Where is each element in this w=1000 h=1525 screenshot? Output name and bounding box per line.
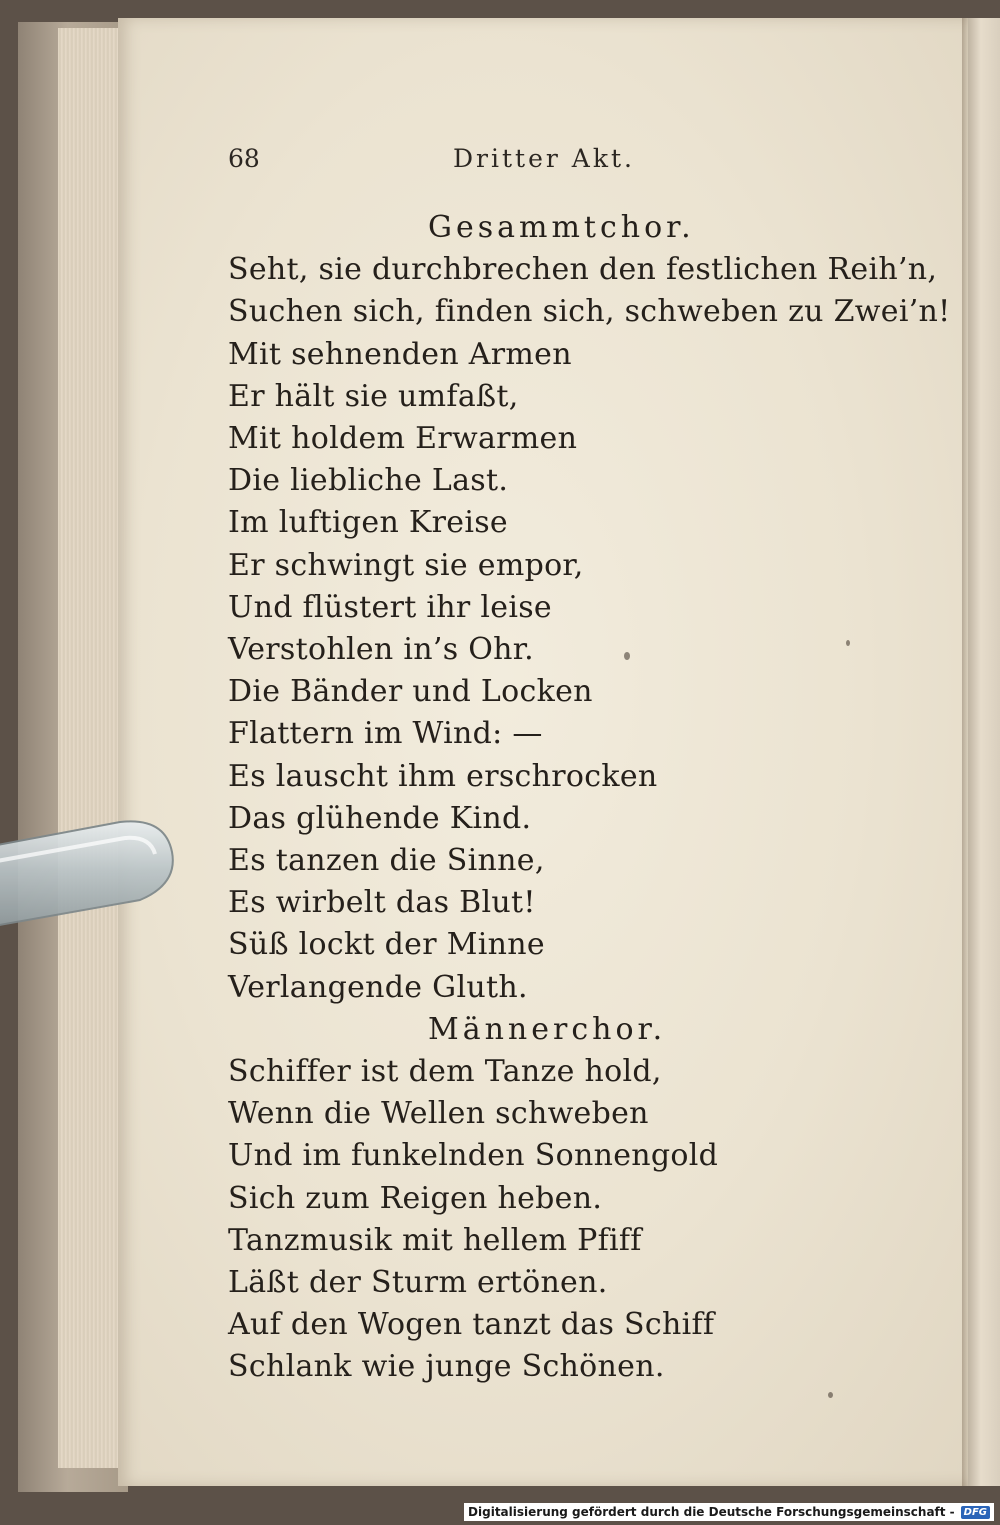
running-title: Dritter Akt. — [453, 144, 635, 173]
verse-line: Tanzmusik mit hellem Pfiff — [228, 1222, 642, 1258]
verse-line: Die Bänder und Locken — [228, 674, 593, 710]
verse-line: Und im funkelnden Sonnengold — [228, 1138, 719, 1174]
verse-line: Mit holdem Erwarmen — [228, 421, 578, 456]
verse-line: Sich zum Reigen heben. — [228, 1180, 603, 1216]
ink-speck — [624, 652, 630, 660]
verse-line: Er schwingt sie empor, — [228, 547, 584, 583]
verse-line: Verlangende Gluth. — [228, 969, 528, 1005]
verse-line: Süß lockt der Minne — [228, 927, 545, 963]
verse-line: Suchen sich, finden sich, schweben zu Zwei’n! — [228, 294, 951, 330]
verse-line: Seht, sie durchbrechen den festlichen Reih’n, — [228, 252, 938, 288]
speaker-heading: Gesammtchor. — [428, 210, 695, 245]
verse-line: Flattern im Wind: — — [228, 716, 543, 752]
verse-line: Läßt der Sturm ertönen. — [228, 1265, 608, 1300]
verse-line: Die liebliche Last. — [228, 463, 509, 499]
speaker-heading: Männerchor. — [428, 1011, 667, 1047]
verse-line: Im luftigen Kreise — [228, 505, 508, 541]
page-number: 68 — [228, 144, 260, 173]
verse-line: Schlank wie junge Schönen. — [228, 1349, 665, 1385]
ink-speck — [846, 640, 850, 646]
clamp-icon — [0, 812, 190, 932]
verse-line: Mit sehnenden Armen — [228, 336, 572, 372]
facing-page-edge — [968, 18, 1000, 1486]
page-header — [0, 142, 1000, 182]
verse-line: Schiffer ist dem Tanze hold, — [228, 1054, 662, 1089]
verse-line: Es lauscht ihm erschrocken — [228, 758, 658, 794]
verse-line: Er hält sie umfaßt, — [228, 378, 519, 414]
verse-line: Das glühende Kind. — [228, 800, 532, 836]
verse-line: Und flüstert ihr leise — [228, 589, 552, 625]
verse-line: Es tanzen die Sinne, — [228, 843, 545, 878]
ink-speck — [828, 1392, 833, 1398]
credit-text: Digitalisierung gefördert durch die Deutsche Forschungsgemeinschaft - — [468, 1505, 955, 1519]
digitization-credit — [464, 1503, 994, 1521]
dfg-logo: DFG — [961, 1506, 990, 1519]
verse-line: Wenn die Wellen schweben — [228, 1096, 649, 1132]
verse-line: Verstohlen in’s Ohr. — [228, 632, 534, 667]
verse-line: Es wirbelt das Blut! — [228, 885, 536, 921]
verse-line: Auf den Wogen tanzt das Schiff — [228, 1307, 715, 1343]
